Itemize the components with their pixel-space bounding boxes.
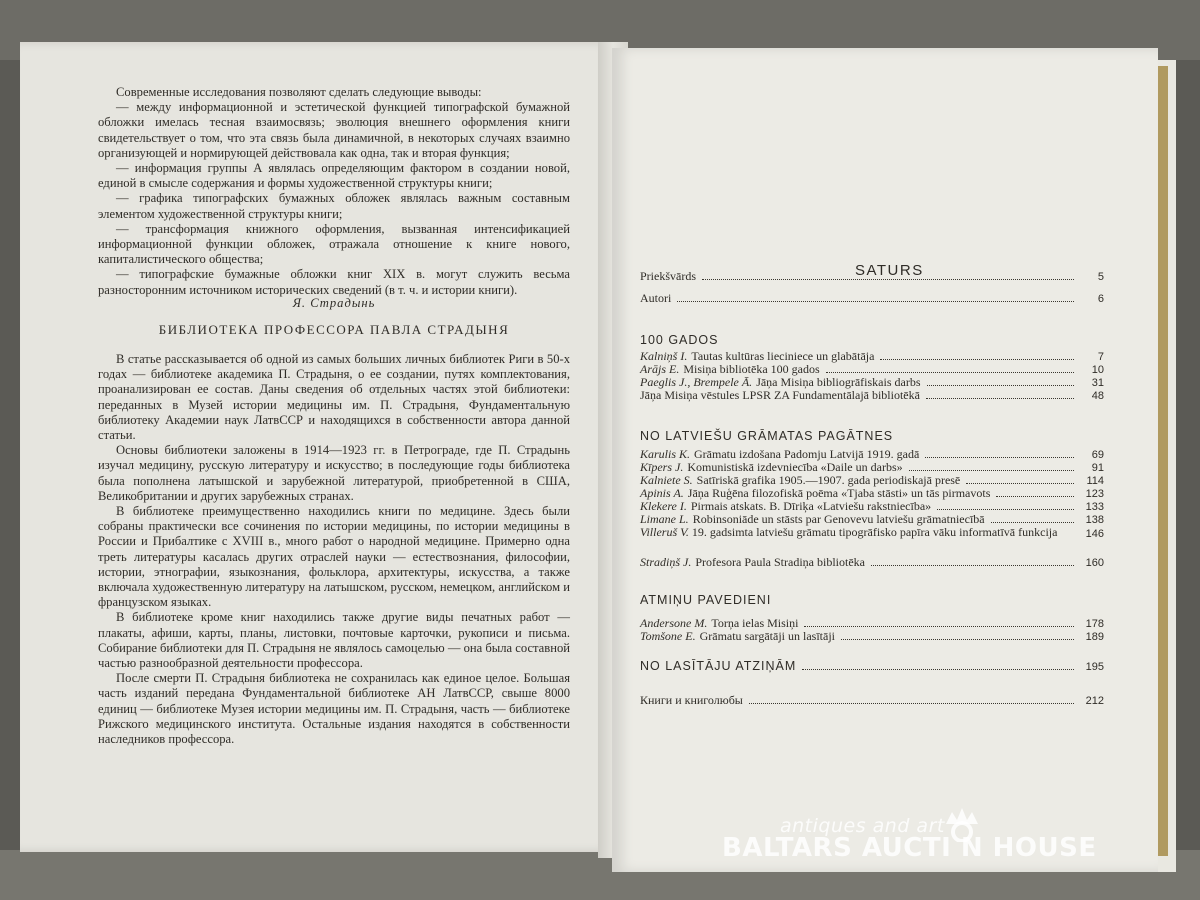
toc-entry-page: 178 xyxy=(1085,618,1104,630)
leader-dots xyxy=(802,669,1074,670)
leader-dots xyxy=(880,359,1074,360)
toc-entry xyxy=(640,389,1104,403)
toc-entry-author: Arājs E. xyxy=(640,362,680,376)
leader-dots xyxy=(937,509,1074,510)
article-author: Я. Страдынь xyxy=(292,296,376,310)
toc-entry-author: Villeruš V. xyxy=(640,525,689,539)
leader-dots xyxy=(996,496,1074,497)
toc-entry-page: 31 xyxy=(1091,377,1104,389)
conclusion-item: — информация группы А являлась определяющим фактором в создании новой, единой в смысле содержания и формы художественной структуры книги; xyxy=(98,161,570,191)
toc-entry-page: 10 xyxy=(1091,364,1104,376)
toc-section-heading: NO LATVIEŠU GRĀMATAS PAGĀTNES xyxy=(640,429,894,443)
toc-entry-author: Tomšone E. xyxy=(640,629,696,643)
toc-entry-title: Jāņa Misiņa bibliogrāfiskais darbs xyxy=(756,375,921,389)
leader-dots xyxy=(677,301,1074,302)
toc-entry-title: Grāmatu sargātāji un lasītāji xyxy=(699,629,835,643)
toc-entry-author: Kalniņš I. xyxy=(640,349,688,363)
toc-entry-page: 7 xyxy=(1097,351,1104,363)
toc-entry xyxy=(640,292,1104,306)
conclusion-item: — типографские бумажные обложки книг XIX в. могут служить весьма разносторонним источником исторических сведений (в т. ч. и истории книги). xyxy=(98,267,570,297)
toc-entry-page: 91 xyxy=(1091,462,1104,474)
toc-entry xyxy=(640,556,1104,570)
toc-entry-author: Apinis A. xyxy=(640,486,684,500)
toc-section-heading: 100 GADOS xyxy=(640,333,719,347)
toc-entry-author: Stradiņš J. xyxy=(640,555,692,569)
leader-dots xyxy=(966,483,1074,484)
toc-entry-author: Kalniete S. xyxy=(640,473,693,487)
toc-entry-page: 48 xyxy=(1091,390,1104,402)
toc-entry xyxy=(640,630,1104,644)
article-paragraph: В библиотеке преимущественно находились книги по медицине. Здесь были собраны практически все сочинения по истории медицины, по истории медицины в России и Прибалтике с XVIII в., много работ о народной медицине. Примерно одна треть литературы касалась других отраслей науки — естествознания, философии, истории, этнографии, языкознания, фольклора, архитектуры, искусства, а также включала художественную литературу на латышском, русском, немецком, английском и французском языках. xyxy=(98,504,570,610)
toc-entry-title: Pirmais atskats. B. Dīriķa «Latviešu rakstniecība» xyxy=(690,499,932,513)
toc-entry-title: Tautas kultūras lieciniece un glabātāja xyxy=(691,349,875,363)
toc-entry-title: Satīriskā grafika 1905.—1907. gada periodiskajā presē xyxy=(696,473,961,487)
toc-entry-title: Robinsoniāde un stāsts par Genovevu latviešu grāmatniecībā xyxy=(692,512,985,526)
toc-entry-title: Autori xyxy=(640,291,672,305)
toc-entry-page: 146 xyxy=(1085,528,1104,540)
toc-entry-page: 123 xyxy=(1085,488,1104,500)
toc-entry-title: Komunistiskā izdevniecība «Daile un darbs» xyxy=(687,460,903,474)
conclusion-item: — трансформация книжного оформления, вызванная интенсификацией информационной функции обложек, отражала отношение к книге нового, капиталистического общества; xyxy=(98,221,570,267)
toc-section-heading: NO LASĪTĀJU ATZIŅĀM xyxy=(640,659,797,673)
toc-entry xyxy=(640,270,1104,284)
toc-entry-title: Книги и книголюбы xyxy=(640,693,743,707)
article-heading: БИБЛИОТЕКА ПРОФЕССОРА ПАВЛА СТРАДЫНЯ xyxy=(158,322,510,337)
toc-entry-page: 212 xyxy=(1085,695,1104,707)
leader-dots xyxy=(826,372,1074,373)
article-body xyxy=(98,352,570,747)
leader-dots xyxy=(804,626,1074,627)
toc-entry-page: 5 xyxy=(1097,271,1104,283)
toc-entry-page: 189 xyxy=(1085,631,1104,643)
leader-dots xyxy=(926,398,1074,399)
leader-dots xyxy=(925,457,1074,458)
toc-entry-text xyxy=(640,526,1078,539)
conclusions-block xyxy=(98,85,570,298)
toc-entry-page: 160 xyxy=(1085,557,1104,569)
toc-entry-author: Limane L. xyxy=(640,512,689,526)
toc-entry-title: 19. gadsimta latviešu grāmatu tipogrāfisko papīra vāku informatīvā funkcija xyxy=(691,525,1058,539)
article-paragraph: Основы библиотеки заложены в 1914—1923 гг. в Петрограде, где П. Страдынь изучал медицину, русскую литературу и искусство; в последующие годы библиотека была пополнена латышской и зарубежной литературой, приобретенной в США, Великобритании и других зарубежных странах. xyxy=(98,443,570,503)
toc-section-row xyxy=(640,660,1104,674)
toc-entry-page: 114 xyxy=(1086,475,1104,487)
toc-entry-author: Kīpers J. xyxy=(640,460,684,474)
toc-entry-page: 138 xyxy=(1085,514,1104,526)
toc-title: SATURS xyxy=(855,262,924,279)
toc-entry-author: Karulis K. xyxy=(640,447,691,461)
toc-entry-title: Jāņa Misiņa vēstules LPSR ZA Fundamentālajā bibliotēkā xyxy=(640,388,920,402)
toc-entry-page: 133 xyxy=(1085,501,1104,513)
watermark-tagline: antiques and art xyxy=(780,815,945,837)
leader-dots xyxy=(749,703,1074,704)
leader-dots xyxy=(841,639,1074,640)
article-paragraph: В статье рассказывается об одной из самых больших личных библиотек Риги в 50-х годах — библиотеке академика П. Страдыня, о ее создании, путях комплектования, проанализирован ее состав. Даны сведения об отдельных частях этой библиотеки: переданных в Музей истории медицины им. П. Страдыня, Фундаментальную библиотеку Академии наук ЛатвССР и находящихся в собственности автора данной статьи. xyxy=(98,352,570,443)
toc-entry-title: Misiņa bibliotēka 100 gados xyxy=(683,362,820,376)
conclusion-item: — между информационной и эстетической функцией типографской бумажной обложки имелась тесная взаимосвязь; эволюция внешнего оформления книги свидетельствует о том, что эта связь была динамичной, в некоторых случаях взаимно организующей и нормирующей действовала как одна, так и вторая функция; xyxy=(98,100,570,160)
toc-section-heading: ATMIŅU PAVEDIENI xyxy=(640,593,772,607)
toc-entry-title: Grāmatu izdošana Padomju Latvijā 1919. gadā xyxy=(694,447,920,461)
toc-entry xyxy=(640,526,1104,541)
leader-dots xyxy=(927,385,1075,386)
conclusion-item: — графика типографских бумажных обложек являлась важным составным элементом художественной структуры книги; xyxy=(98,191,570,221)
toc-entry-title: Profesora Paula Stradiņa bibliotēka xyxy=(695,555,865,569)
leader-dots xyxy=(991,522,1074,523)
leader-dots xyxy=(871,565,1074,566)
toc-entry xyxy=(640,694,1104,708)
toc-entry-page: 195 xyxy=(1085,661,1104,673)
toc-entry-title: Jāņa Ruģēna filozofiskā poēma «Tjaba stāsti» un tās pirmavots xyxy=(687,486,991,500)
watermark-logo-text: BALTARS AUCTI N HOUSE xyxy=(722,833,1097,863)
article-paragraph: В библиотеке кроме книг находились также другие виды печатных работ — плакаты, афиши, карты, планы, листовки, почтовые карточки, рукописи и письма. Собирание библиотеки для П. Страдыня не являлось самоцелью — она была составной частью разнообразной деятельности профессора. xyxy=(98,610,570,671)
conclusions-intro: Современные исследования позволяют сделать следующие выводы: xyxy=(116,85,482,99)
toc-entry-page: 6 xyxy=(1097,293,1104,305)
article-paragraph: После смерти П. Страдыня библиотека не сохранилась как единое целое. Большая часть изданий передана Фундаментальной библиотеке АН ЛатвССР, свыше 8000 единиц — библиотеке Музея истории медицины им. П. Страдыня, часть — библиотеке Рижского медицинского института. Остальные издания находятся в собственности наследников профессора. xyxy=(98,671,570,747)
toc-entry-title: Priekšvārds xyxy=(640,269,696,283)
leader-dots xyxy=(702,279,1074,280)
leader-dots xyxy=(909,470,1074,471)
toc-entry-author: Andersone M. xyxy=(640,616,708,630)
toc-entry-page: 69 xyxy=(1091,449,1104,461)
toc-entry-title: Torņa ielas Misiņi xyxy=(711,616,799,630)
toc-entry-author: Paeglis J., Brempele Ā. xyxy=(640,375,753,389)
toc-entry-author: Klekere I. xyxy=(640,499,687,513)
